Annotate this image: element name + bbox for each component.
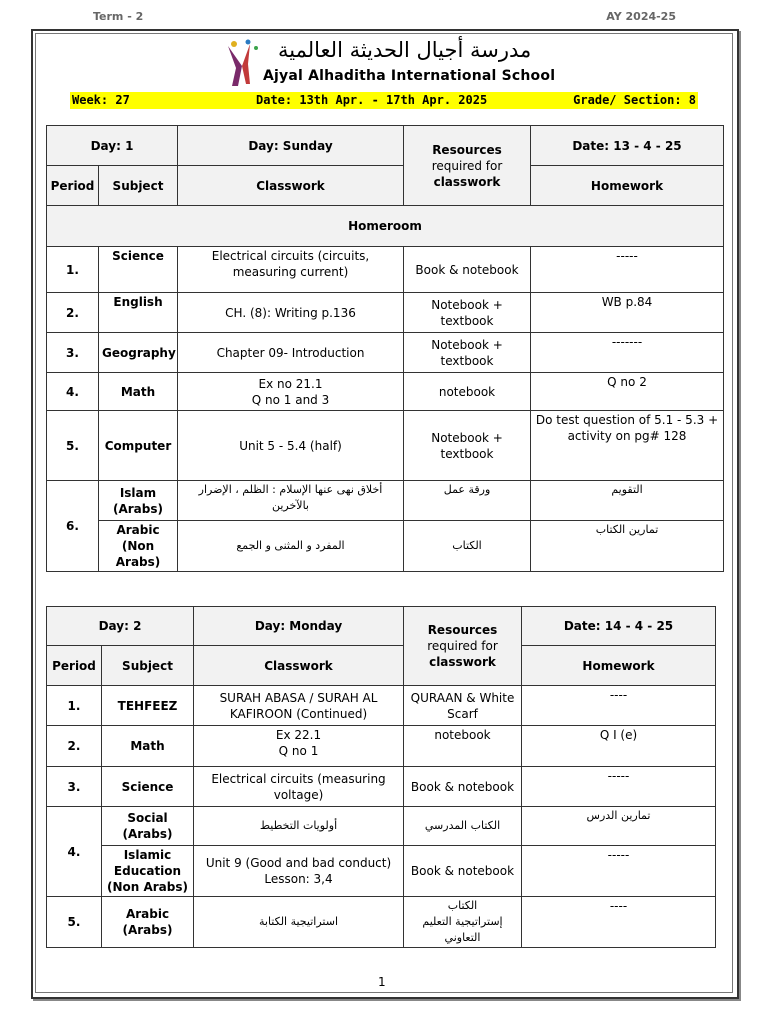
subject-cell: Science xyxy=(102,767,194,807)
resources-cell: Book & notebook xyxy=(404,767,522,807)
homework-cell: WB p.84 xyxy=(531,293,724,333)
col-period: Period xyxy=(47,166,99,206)
resources-header-line3: classwork xyxy=(429,655,496,669)
term-label: Term - 2 xyxy=(93,10,144,23)
day1-schedule-table xyxy=(46,125,724,572)
academic-year-label: AY 2024-25 xyxy=(606,10,676,23)
resources-cell: الكتاب xyxy=(404,521,531,572)
homework-cell: Q no 2 xyxy=(531,373,724,411)
day-name: Day: Monday xyxy=(194,607,404,646)
resources-cell: Notebook + textbook xyxy=(404,411,531,481)
period-cell: 5. xyxy=(47,897,102,948)
classwork-cell: Electrical circuits (measuring voltage) xyxy=(194,767,404,807)
col-subject: Subject xyxy=(102,646,194,686)
page-number: 1 xyxy=(378,975,386,989)
resources-header xyxy=(404,607,522,686)
resources-header-line2: required for xyxy=(427,639,498,653)
classwork-cell: Chapter 09- Introduction xyxy=(178,333,404,373)
classwork-cell: أخلاق نهى عنها الإسلام : الظلم ، الإضرار بالآخرين xyxy=(178,481,404,521)
school-name-english: Ajyal Alhaditha International School xyxy=(263,68,556,84)
period-cell: 2. xyxy=(47,293,99,333)
school-logo-icon xyxy=(222,38,262,88)
subject-cell: Social (Arabs) xyxy=(102,807,194,846)
resources-header xyxy=(404,126,531,206)
period-cell: 5. xyxy=(47,411,99,481)
col-period: Period xyxy=(47,646,102,686)
resources-line1: الكتاب xyxy=(447,899,478,912)
classwork-line1: Unit 9 (Good and bad conduct) xyxy=(205,856,392,870)
period-cell: 1. xyxy=(47,247,99,293)
homeroom-row: Homeroom xyxy=(47,206,724,247)
classwork-line2: Q no 1 xyxy=(278,744,319,758)
subject-cell: Math xyxy=(99,373,178,411)
classwork-cell: استراتيجية الكتابة xyxy=(194,897,404,948)
school-name-arabic: مدرسة أجيال الحديثة العالمية xyxy=(278,38,532,62)
resources-cell: notebook xyxy=(404,373,531,411)
classwork-cell: المفرد و المثنى و الجمع xyxy=(178,521,404,572)
period-cell: 6. xyxy=(47,481,99,572)
table-row xyxy=(47,686,716,726)
classwork-cell: SURAH ABASA / SURAH AL KAFIROON (Continued) xyxy=(194,686,404,726)
resources-cell: Notebook + textbook xyxy=(404,333,531,373)
table-row xyxy=(47,521,724,572)
resources-cell: Book & notebook xyxy=(404,247,531,293)
classwork-line2: Lesson: 3,4 xyxy=(264,872,333,886)
resources-header-line1: Resources xyxy=(432,142,502,157)
classwork-cell: أولويات التخطيط xyxy=(194,807,404,846)
table-row xyxy=(47,481,724,521)
homework-cell: Do test question of 5.1 - 5.3 + activity on pg# 128 xyxy=(531,411,724,481)
resources-header-line1: Resources xyxy=(427,623,498,637)
period-cell: 4. xyxy=(47,373,99,411)
table-row xyxy=(47,726,716,767)
resources-cell: Book & notebook xyxy=(404,846,522,897)
resources-cell: الكتاب المدرسي xyxy=(404,807,522,846)
col-homework: Homework xyxy=(522,646,716,686)
homework-cell: ---- xyxy=(522,686,716,726)
homework-cell: ----- xyxy=(522,846,716,897)
period-cell: 1. xyxy=(47,686,102,726)
homework-cell: التقويم xyxy=(531,481,724,521)
resources-cell: notebook xyxy=(404,726,522,767)
subject-cell: Geography xyxy=(99,333,178,373)
period-cell: 4. xyxy=(47,807,102,897)
classwork-line2: Q no 1 and 3 xyxy=(251,392,330,407)
classwork-cell: Electrical circuits (circuits, measuring current) xyxy=(178,247,404,293)
table-row xyxy=(47,767,716,807)
day-date: Date: 14 - 4 - 25 xyxy=(522,607,716,646)
subject-cell: English xyxy=(99,293,178,333)
homework-cell: ----- xyxy=(522,767,716,807)
subject-cell: Islamic Education (Non Arabs) xyxy=(102,846,194,897)
week-banner xyxy=(70,92,698,109)
homework-cell: ---- xyxy=(522,897,716,948)
homework-cell: ------- xyxy=(531,333,724,373)
classwork-line1: Ex 22.1 xyxy=(275,728,322,742)
table-row xyxy=(47,373,724,411)
table-row xyxy=(47,807,716,846)
subject-cell: Arabic (Non Arabs) xyxy=(99,521,178,572)
day-date: Date: 13 - 4 - 25 xyxy=(531,126,724,166)
period-cell: 3. xyxy=(47,767,102,807)
resources-cell: QURAAN & White Scarf xyxy=(404,686,522,726)
col-classwork: Classwork xyxy=(194,646,404,686)
subject-cell: Math xyxy=(102,726,194,767)
col-classwork: Classwork xyxy=(178,166,404,206)
subject-cell: Science xyxy=(99,247,178,293)
subject-cell: TEHFEEZ xyxy=(102,686,194,726)
resources-cell xyxy=(404,897,522,948)
homework-cell: تمارين الكتاب xyxy=(531,521,724,572)
resources-header-line2: required for xyxy=(431,158,503,173)
table-row xyxy=(47,247,724,293)
classwork-cell xyxy=(178,373,404,411)
classwork-cell xyxy=(194,726,404,767)
homework-cell: تمارين الدرس xyxy=(522,807,716,846)
subject-cell: Islam (Arabs) xyxy=(99,481,178,521)
period-cell: 2. xyxy=(47,726,102,767)
day-number: Day: 1 xyxy=(47,126,178,166)
period-cell: 3. xyxy=(47,333,99,373)
classwork-cell xyxy=(194,846,404,897)
table-row xyxy=(47,411,724,481)
table-row xyxy=(47,293,724,333)
grade-section: Grade/ Section: 8 xyxy=(573,93,696,107)
date-range: Date: 13th Apr. - 17th Apr. 2025 xyxy=(256,93,488,107)
resources-line2: إستراتيجية التعليم التعاوني xyxy=(422,915,503,944)
classwork-line1: Ex no 21.1 xyxy=(258,376,323,391)
col-subject: Subject xyxy=(99,166,178,206)
table-row xyxy=(47,846,716,897)
week-number: Week: 27 xyxy=(72,93,130,107)
day-number: Day: 2 xyxy=(47,607,194,646)
resources-header-line3: classwork xyxy=(433,174,501,189)
classwork-cell: Unit 5 - 5.4 (half) xyxy=(178,411,404,481)
table-row xyxy=(47,897,716,948)
col-homework: Homework xyxy=(531,166,724,206)
day2-schedule-table xyxy=(46,606,716,948)
resources-cell: ورقة عمل xyxy=(404,481,531,521)
subject-cell: Arabic (Arabs) xyxy=(102,897,194,948)
homework-cell: ----- xyxy=(531,247,724,293)
classwork-cell: CH. (8): Writing p.136 xyxy=(178,293,404,333)
table-row xyxy=(47,333,724,373)
day-name: Day: Sunday xyxy=(178,126,404,166)
resources-cell: Notebook + textbook xyxy=(404,293,531,333)
homework-cell: Q I (e) xyxy=(522,726,716,767)
subject-cell: Computer xyxy=(99,411,178,481)
